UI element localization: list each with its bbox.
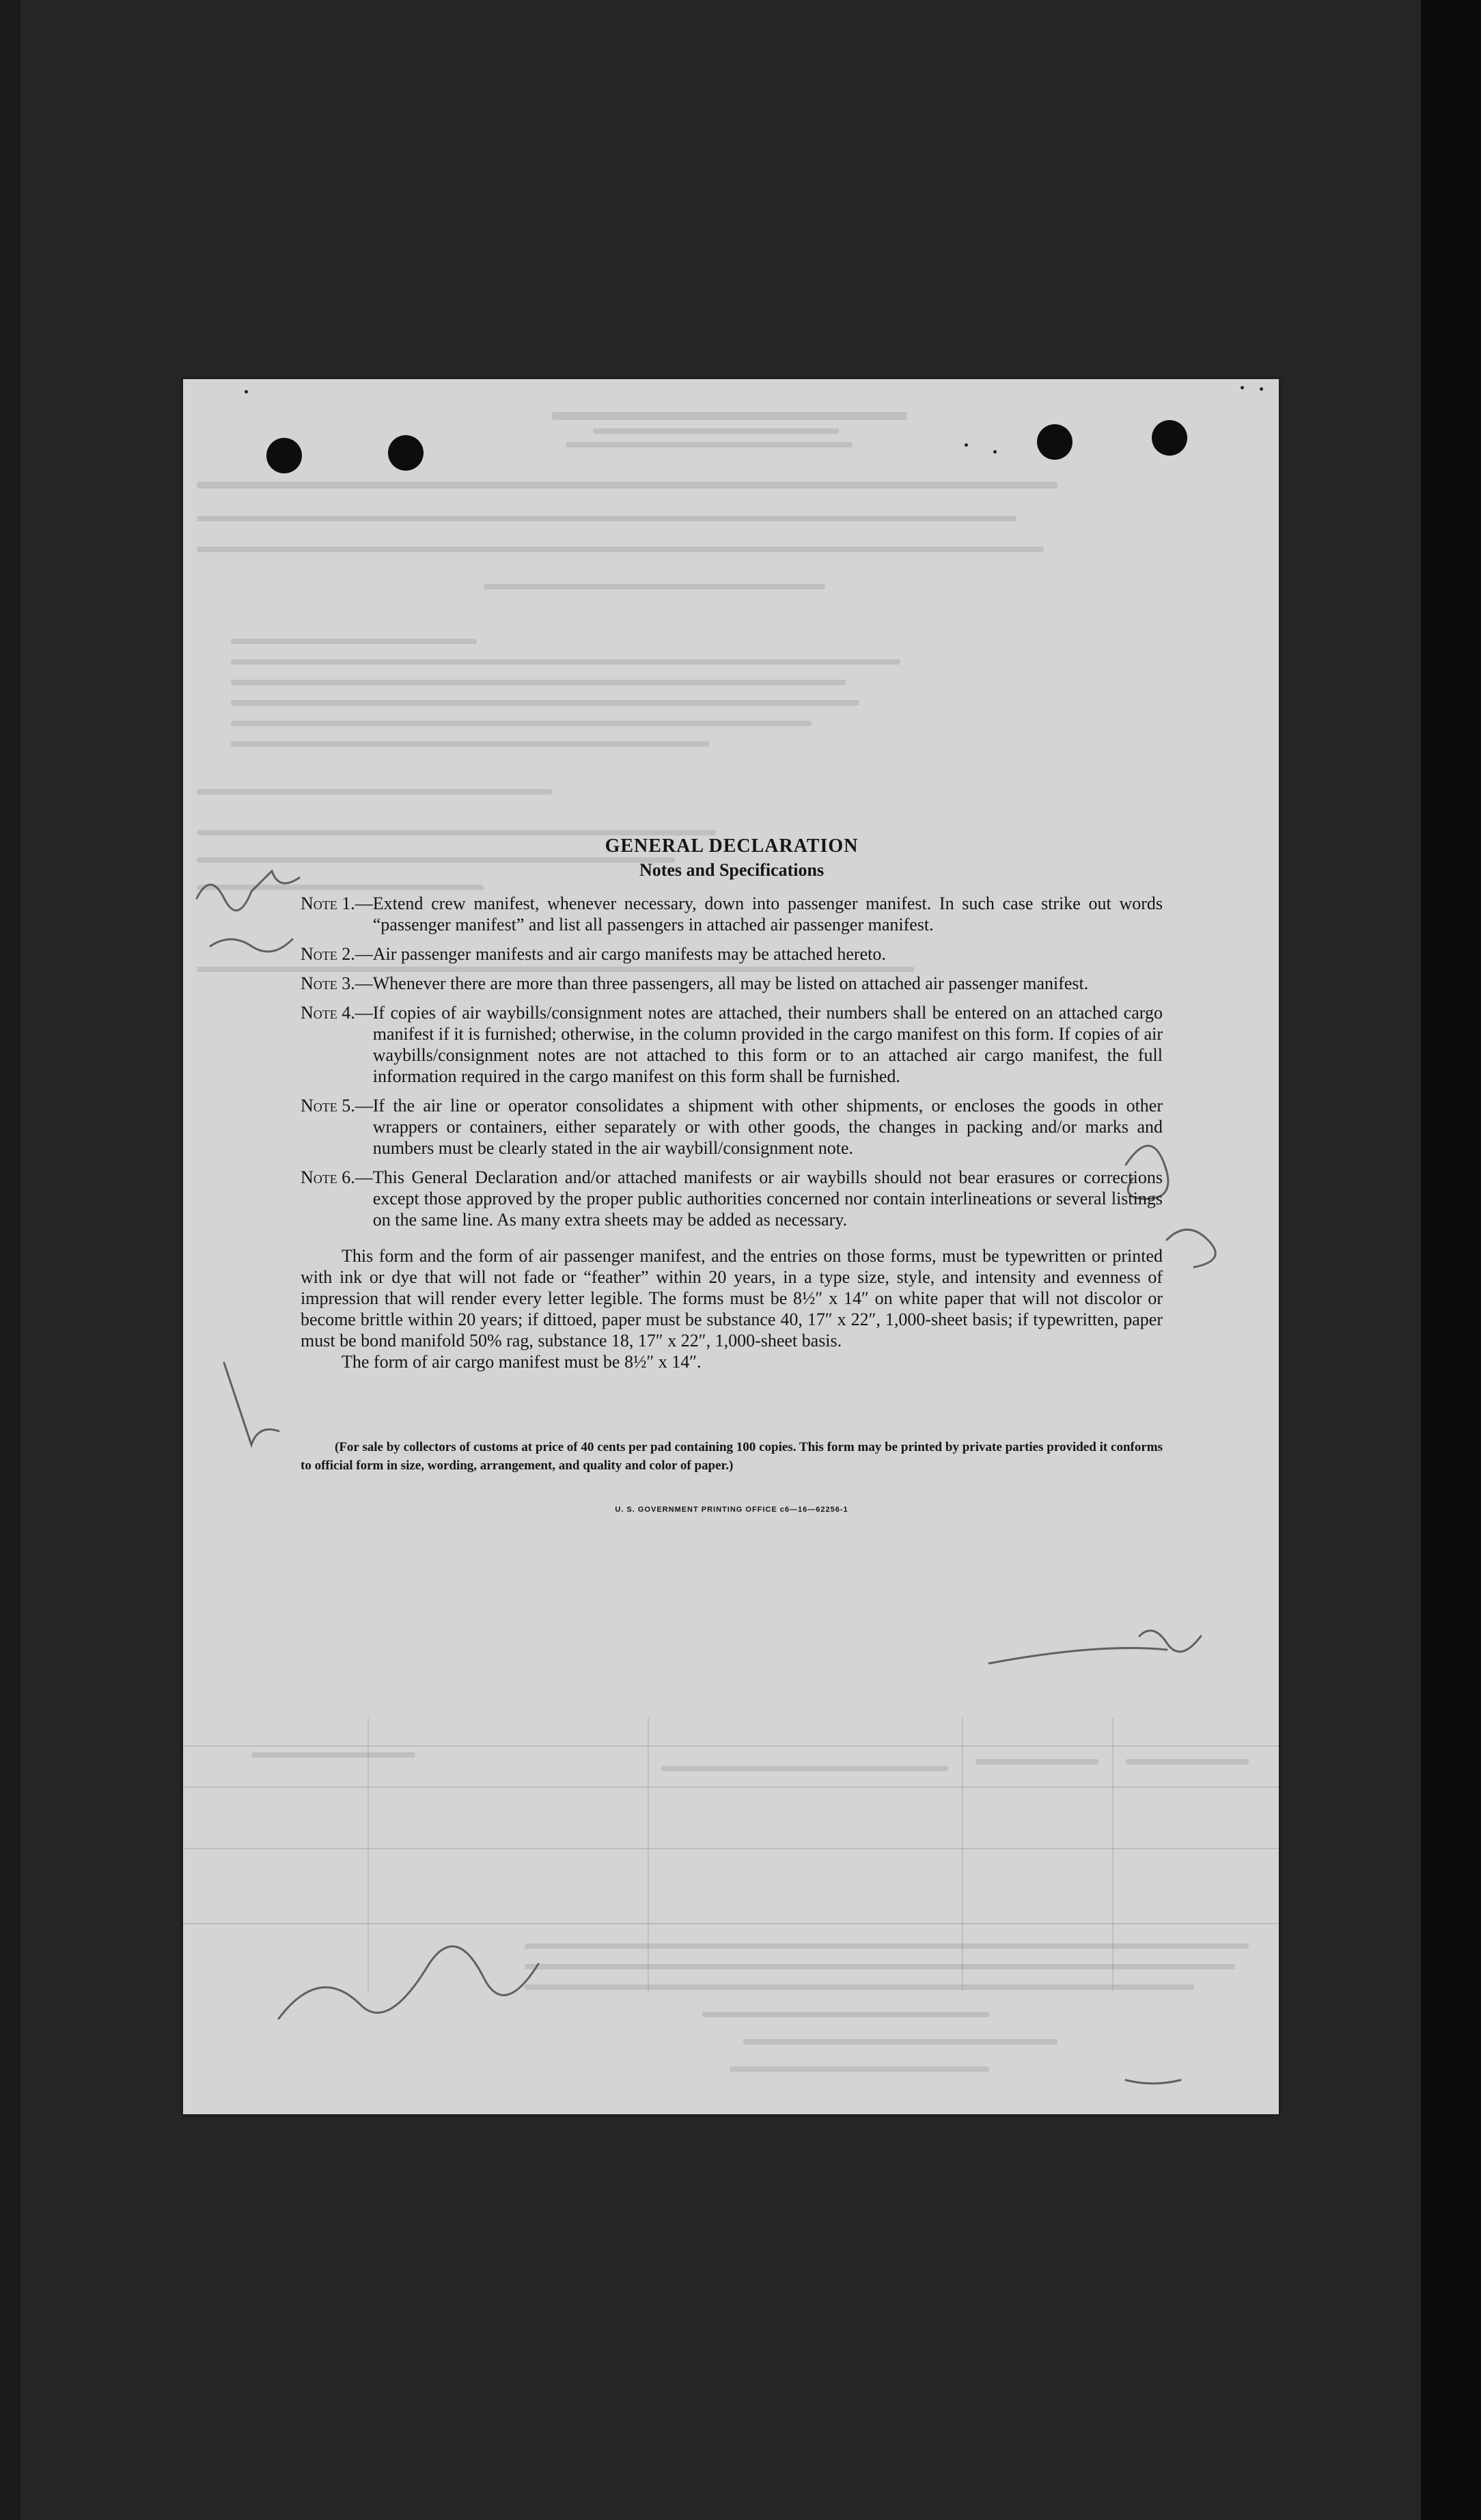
note-text: If copies of air waybills/consignment notes are attached, their numbers shall be entered on an attached cargo manifest if it is furnished; otherwise, in the column provided in the cargo manifest on this form. If copies of air waybills/consignment notes are not attached to this form or to an attached air cargo manifest, the full information required in the cargo manifest on this form shall be furnished. [372, 1003, 1163, 1086]
note-label: Note 4.— [301, 1003, 373, 1023]
ink-speck [1260, 387, 1263, 391]
punch-hole [1037, 424, 1072, 460]
notes-and-specifications [301, 835, 1163, 1528]
punch-hole [1152, 420, 1187, 456]
ink-speck [965, 443, 968, 447]
note-text: Air passenger manifests and air cargo manifests may be attached hereto. [372, 944, 886, 964]
document-subtitle: Notes and Specifications [639, 860, 825, 880]
note-3 [301, 973, 1163, 994]
note-5 [301, 1095, 1163, 1159]
note-label: Note 3.— [301, 973, 373, 993]
note-4 [301, 1002, 1163, 1087]
note-label: Note 6.— [301, 1167, 373, 1187]
cargo-manifest-size-line: The form of air cargo manifest must be 8½″ x 14″. [342, 1352, 702, 1372]
document-title: GENERAL DECLARATION [605, 835, 859, 857]
ink-speck [1241, 386, 1244, 389]
ink-speck [993, 450, 997, 454]
note-1 [301, 893, 1163, 935]
note-text: Extend crew manifest, whenever necessary, down into passenger manifest. In such case strike out words “passenger manifest” and list all passengers in attached air passenger manifest. [372, 894, 1163, 934]
document-page [183, 379, 1279, 2114]
punch-hole [388, 435, 424, 471]
printer-imprint: U. S. GOVERNMENT PRINTING OFFICE c6—16—62256-1 [615, 1506, 848, 1514]
note-label: Note 1.— [301, 894, 373, 913]
note-label: Note 2.— [301, 944, 373, 964]
note-text: Whenever there are more than three passengers, all may be listed on attached air passenger manifest. [372, 973, 1089, 993]
scan-edge [1421, 0, 1481, 2520]
note-text: This General Declaration and/or attached manifests or air waybills should not bear erasures or corrections except those approved by the proper public authorities concerned nor contain interlineations or several listings on the same line. As many extra sheets may be added as necessary. [372, 1167, 1163, 1230]
punch-hole [266, 438, 302, 473]
ink-speck [245, 390, 248, 393]
note-6 [301, 1167, 1163, 1230]
sale-notice: (For sale by collectors of customs at price of 40 cents per pad containing 100 copies. This form may be printed by private parties provided it conforms to official form in size, wording, arrangement, and quality and color of paper.) [301, 1440, 1163, 1473]
form-specification-paragraph: This form and the form of air passenger manifest, and the entries on those forms, must be typewritten or printed with ink or dye that will not fade or “feather” within 20 years, in a type size, style, and intensity and evenness of impression that will render every letter legible. The forms must be 8½″ x 14″ on white paper that will not discolor or become brittle within 20 years; if dittoed, paper must be substance 40, 17″ x 22″, 1,000-sheet basis; if typewritten, paper must be bond manifold 50% rag, substance 18, 17″ x 22″, 1,000-sheet basis. [301, 1246, 1163, 1351]
note-text: If the air line or operator consolidates a shipment with other shipments, or encloses the goods in other wrappers or containers, either separately or with other goods, the changes in packing and/or marks and numbers must be clearly stated in the air waybill/consignment note. [372, 1096, 1163, 1158]
note-label: Note 5.— [301, 1096, 373, 1116]
note-2 [301, 943, 1163, 965]
